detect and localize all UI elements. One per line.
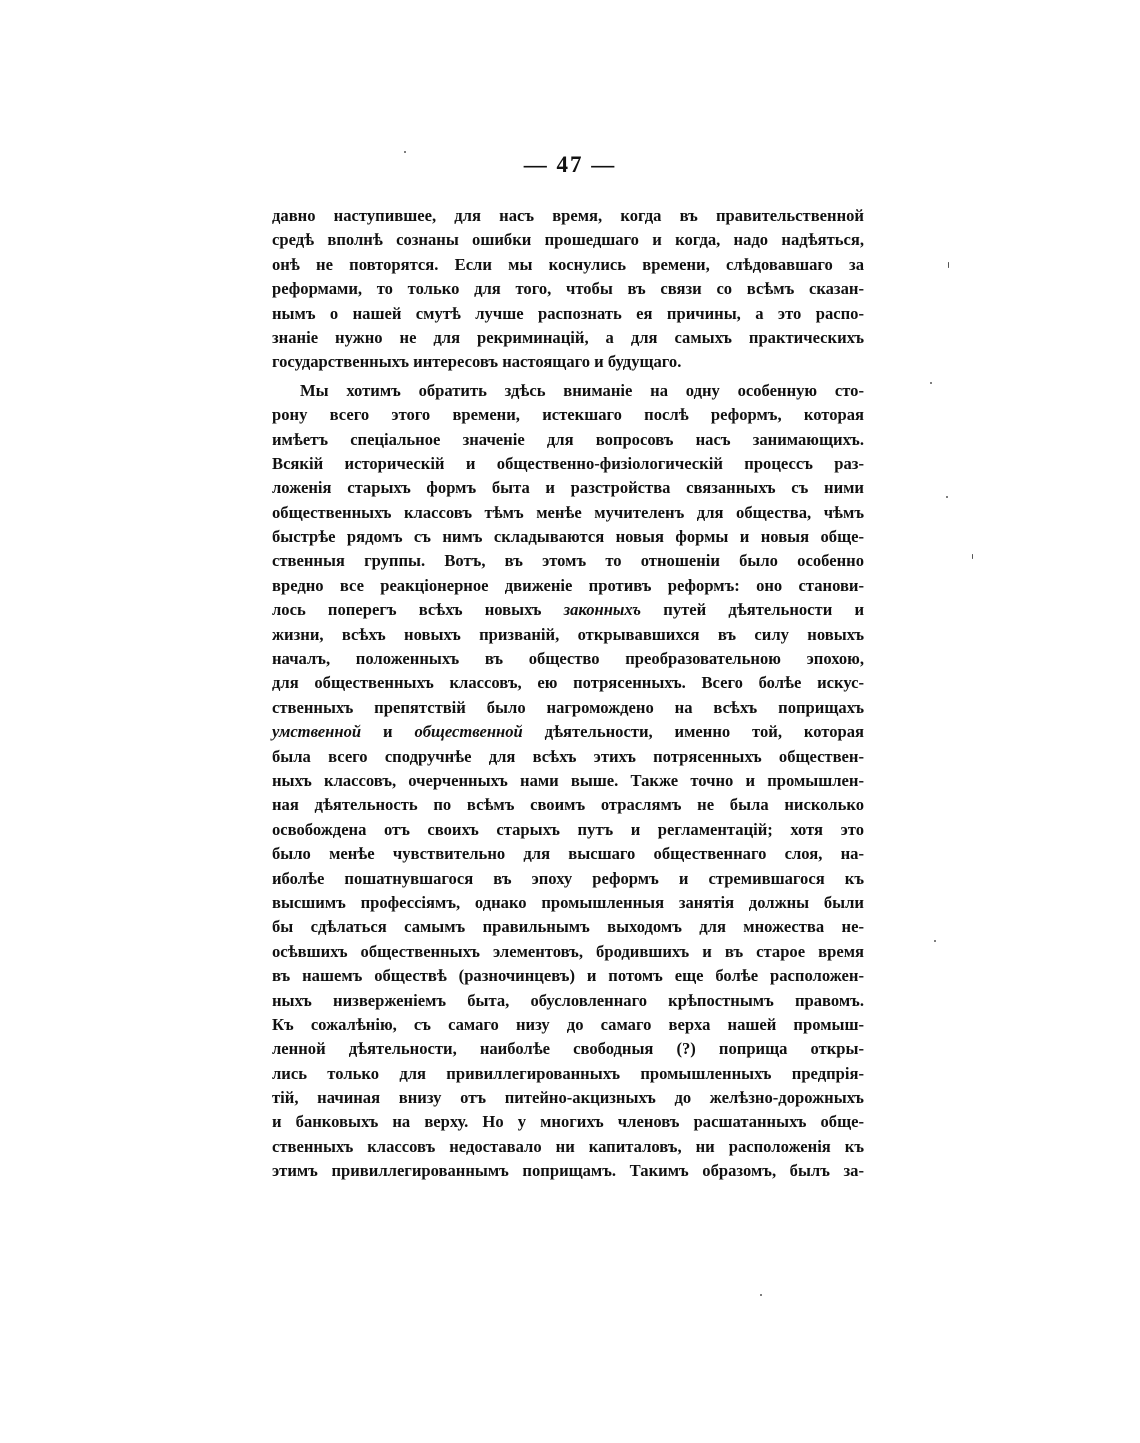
text-segment: путей дѣятельности и xyxy=(663,600,865,620)
text-line: рону всего этого времени, истекшаго послѣ реформъ, которая xyxy=(272,405,864,425)
text-line: ная дѣятельность по всѣмъ своимъ отраслямъ не была нисколько xyxy=(272,795,864,815)
scan-speck xyxy=(930,382,932,384)
text-line: давно наступившее, для насъ время, когда въ правительственной xyxy=(272,206,864,225)
text-line: ложенія старыхъ формъ быта и разстройства связанныхъ съ ними xyxy=(272,478,864,498)
text-line: началъ, положенныхъ въ общество преобразовательною эпохою, xyxy=(272,649,864,669)
text-line: для общественныхъ классовъ, ею потрясенныхъ. Всего болѣе искус- xyxy=(272,673,864,693)
text-segment: и xyxy=(383,722,393,742)
body-text xyxy=(272,204,864,1184)
text-line: въ нашемъ обществѣ (разночинцевъ) и потомъ еще болѣе расположен- xyxy=(272,966,864,986)
italic-segment: умственной xyxy=(272,722,362,742)
text-line: ственныхъ классовъ недоставало ни капиталовъ, ни расположенія къ xyxy=(272,1136,864,1156)
text-line: ственныя группы. Вотъ, въ этомъ то отношеніи было особенно xyxy=(272,551,864,571)
text-line: и банковыхъ на верху. Но у многихъ членовъ расшатанныхъ обще- xyxy=(272,1112,864,1132)
paragraph-1 xyxy=(272,204,864,375)
text-segment: дѣятельности, именно той, которая xyxy=(544,722,865,742)
scan-speck xyxy=(934,940,936,942)
text-segment: лось поперегъ всѣхъ новыхъ xyxy=(272,600,542,620)
text-line: бы сдѣлаться самымъ правильнымъ выходомъ для множества не- xyxy=(272,917,864,937)
text-line: ныхъ низверженіемъ быта, обусловленнаго крѣпостнымъ правомъ. xyxy=(272,990,864,1010)
scan-speck xyxy=(972,554,973,559)
text-line: быстрѣе рядомъ съ нимъ складываются новыя формы и новыя обще- xyxy=(272,527,864,547)
text-line: была всего сподручнѣе для всѣхъ этихъ потрясенныхъ обществен- xyxy=(272,746,864,766)
text-line: нымъ о нашей смутѣ лучше распознать ея причины, а это распо- xyxy=(272,303,864,323)
paragraph-2 xyxy=(272,379,864,1184)
text-line: знаніе нужно не для рекриминацій, а для самыхъ практическихъ xyxy=(272,327,864,347)
text-line: государственныхъ интересовъ настоящаго и будущаго. xyxy=(272,352,682,372)
text-line: осѣвшихъ общественныхъ элементовъ, бродившихъ и въ старое время xyxy=(272,941,864,961)
text-line: имѣетъ спеціальное значеніе для вопросовъ насъ занимающихъ. xyxy=(272,429,864,449)
text-line xyxy=(272,720,864,744)
text-line: ственныхъ препятствій было нагромождено на всѣхъ поприщахъ xyxy=(272,697,864,717)
text-line: тій, начиная внизу отъ питейно-акцизныхъ до желѣзно-дорожныхъ xyxy=(272,1088,864,1108)
text-line: было менѣе чувствительно для высшаго общественнаго слоя, на- xyxy=(272,844,864,864)
italic-segment: законныхъ xyxy=(563,600,642,620)
text-line: онѣ не повторятся. Если мы коснулись времени, слѣдовавшаго за xyxy=(272,254,864,274)
text-line: ныхъ классовъ, очерченныхъ нами выше. Также точно и промышлен- xyxy=(272,770,864,790)
text-line: ленной дѣятельности, наиболѣе свободныя (?) поприща откры- xyxy=(272,1039,864,1059)
scan-speck xyxy=(946,496,948,498)
text-line: реформами, то только для того, чтобы въ связи со всѣмъ сказан- xyxy=(272,279,864,299)
text-line: вредно все реакціонерное движеніе противъ реформъ: оно станови- xyxy=(272,575,864,595)
text-line: высшимъ профессіямъ, однако промышленныя занятія должны были xyxy=(272,892,864,912)
text-line: этимъ привиллегированнымъ поприщамъ. Такимъ образомъ, былъ за- xyxy=(272,1161,864,1181)
text-line: лись только для привиллегированныхъ промышленныхъ предпрія- xyxy=(272,1063,864,1083)
page-number: — 47 — xyxy=(523,152,617,177)
scan-speck xyxy=(760,1294,762,1296)
italic-segment: общественной xyxy=(414,722,523,742)
text-line: жизни, всѣхъ новыхъ призваній, открывавшихся въ силу новыхъ xyxy=(272,624,864,644)
text-line: Къ сожалѣнію, съ самаго низу до самаго верха нашей промыш- xyxy=(272,1014,864,1034)
text-line: освобождена отъ своихъ старыхъ путъ и регламентацій; хотя это xyxy=(272,819,864,839)
text-line: иболѣе пошатнувшагося въ эпоху реформъ и стремившагося къ xyxy=(272,868,864,888)
scan-speck xyxy=(948,262,949,268)
text-line: Мы хотимъ обратить здѣсь вниманіе на одну особенную сто- xyxy=(300,380,864,400)
text-line xyxy=(272,598,864,622)
scan-speck xyxy=(404,151,406,153)
text-line: общественныхъ классовъ тѣмъ менѣе мучителенъ для общества, чѣмъ xyxy=(272,502,864,522)
text-line: Всякій историческій и общественно-физіологическій процессъ раз- xyxy=(272,453,864,473)
text-line: средѣ вполнѣ сознаны ошибки прошедшаго и когда, надо надѣяться, xyxy=(272,230,864,250)
